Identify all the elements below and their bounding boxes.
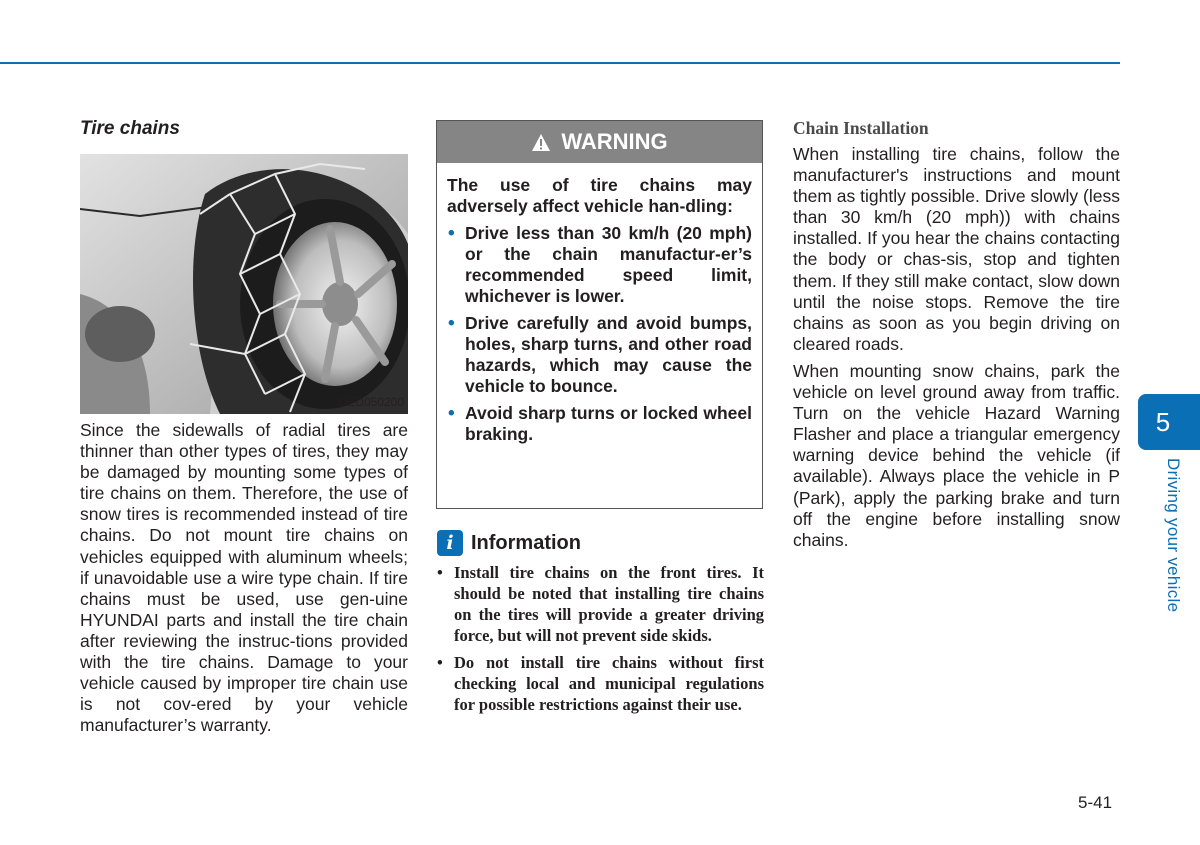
information-header	[437, 530, 581, 556]
warning-item: • Drive less than 30 km/h (20 mph) or the chain manufactur-er’s recommended speed limit, whichever is lower.	[447, 223, 752, 307]
chain-installation-title: Chain Installation	[793, 118, 929, 138]
information-title: Information	[471, 531, 581, 554]
body-paragraph: When installing tire chains, follow the manufacturer's instructions and mount them as tightly possible. Drive slowly (less than 30 km/h (20 mph)) with chains installed. If you hear the chains contacting the body or chas-sis, stop and tighten them. If they still make contact, slow down until the noise stops. Remove the tire chains as soon as you begin driving on cleared roads.	[793, 144, 1120, 354]
section-title: Tire chains	[80, 118, 180, 139]
information-list	[436, 562, 764, 721]
tire-chain-photo	[80, 154, 408, 414]
warning-box	[436, 120, 763, 509]
warning-intro: The use of tire chains may adversely affect vehicle han-dling:	[447, 175, 752, 216]
top-rule	[0, 62, 1120, 64]
body-paragraph: When mounting snow chains, park the vehicle on level ground away from traffic. Turn on the vehicle Hazard Warning Flasher and place a triangular emergency warning device behind the vehicle (if available). Always place the vehicle in P (Park), apply the parking brake and turn off the engine before installing snow chains.	[793, 360, 1120, 550]
body-paragraph: Since the sidewalls of radial tires are thinner than other types of tires, they may be damaged by mounting some types of tire chains on them. Therefore, the use of snow tires is recommended instead of tire chains. Do not mount tire chains on vehicles equipped with aluminum wheels; if unavoidable use a wire type chain. If tire chains must be used, use gen-uine HYUNDAI parts and install the tire chain after reviewing the instruc-tions provided with the tire chains. Damage to your vehicle caused by improper tire chain use is not cov-ered by your vehicle manufacturer’s warranty.	[80, 420, 408, 736]
warning-item: • Avoid sharp turns or locked wheel braking.	[447, 403, 752, 445]
information-item: • Do not install tire chains without first checking local and municipal regulations for possible restrictions against their use.	[436, 652, 764, 715]
warning-item: • Drive carefully and avoid bumps, holes, sharp turns, and other road hazards, which may cause the vehicle to bounce.	[447, 313, 752, 397]
warning-header	[437, 121, 762, 163]
warning-triangle-icon	[531, 133, 551, 152]
warning-body	[437, 163, 762, 445]
information-item: • Install tire chains on the front tires. It should be noted that installing tire chains on the tires will provide a greater driving force, but will not prevent side skids.	[436, 562, 764, 646]
warning-list	[447, 223, 752, 445]
chapter-label: Driving your vehicle	[1164, 458, 1183, 613]
chain-installation-text	[793, 144, 1120, 557]
figure-code: OED050200	[337, 395, 404, 409]
tire-chain-illustration	[80, 154, 408, 414]
warning-title: WARNING	[561, 129, 668, 154]
information-icon: i	[437, 530, 463, 556]
chapter-tab[interactable]: 5	[1138, 394, 1200, 450]
page-number: 5-41	[1078, 793, 1113, 812]
